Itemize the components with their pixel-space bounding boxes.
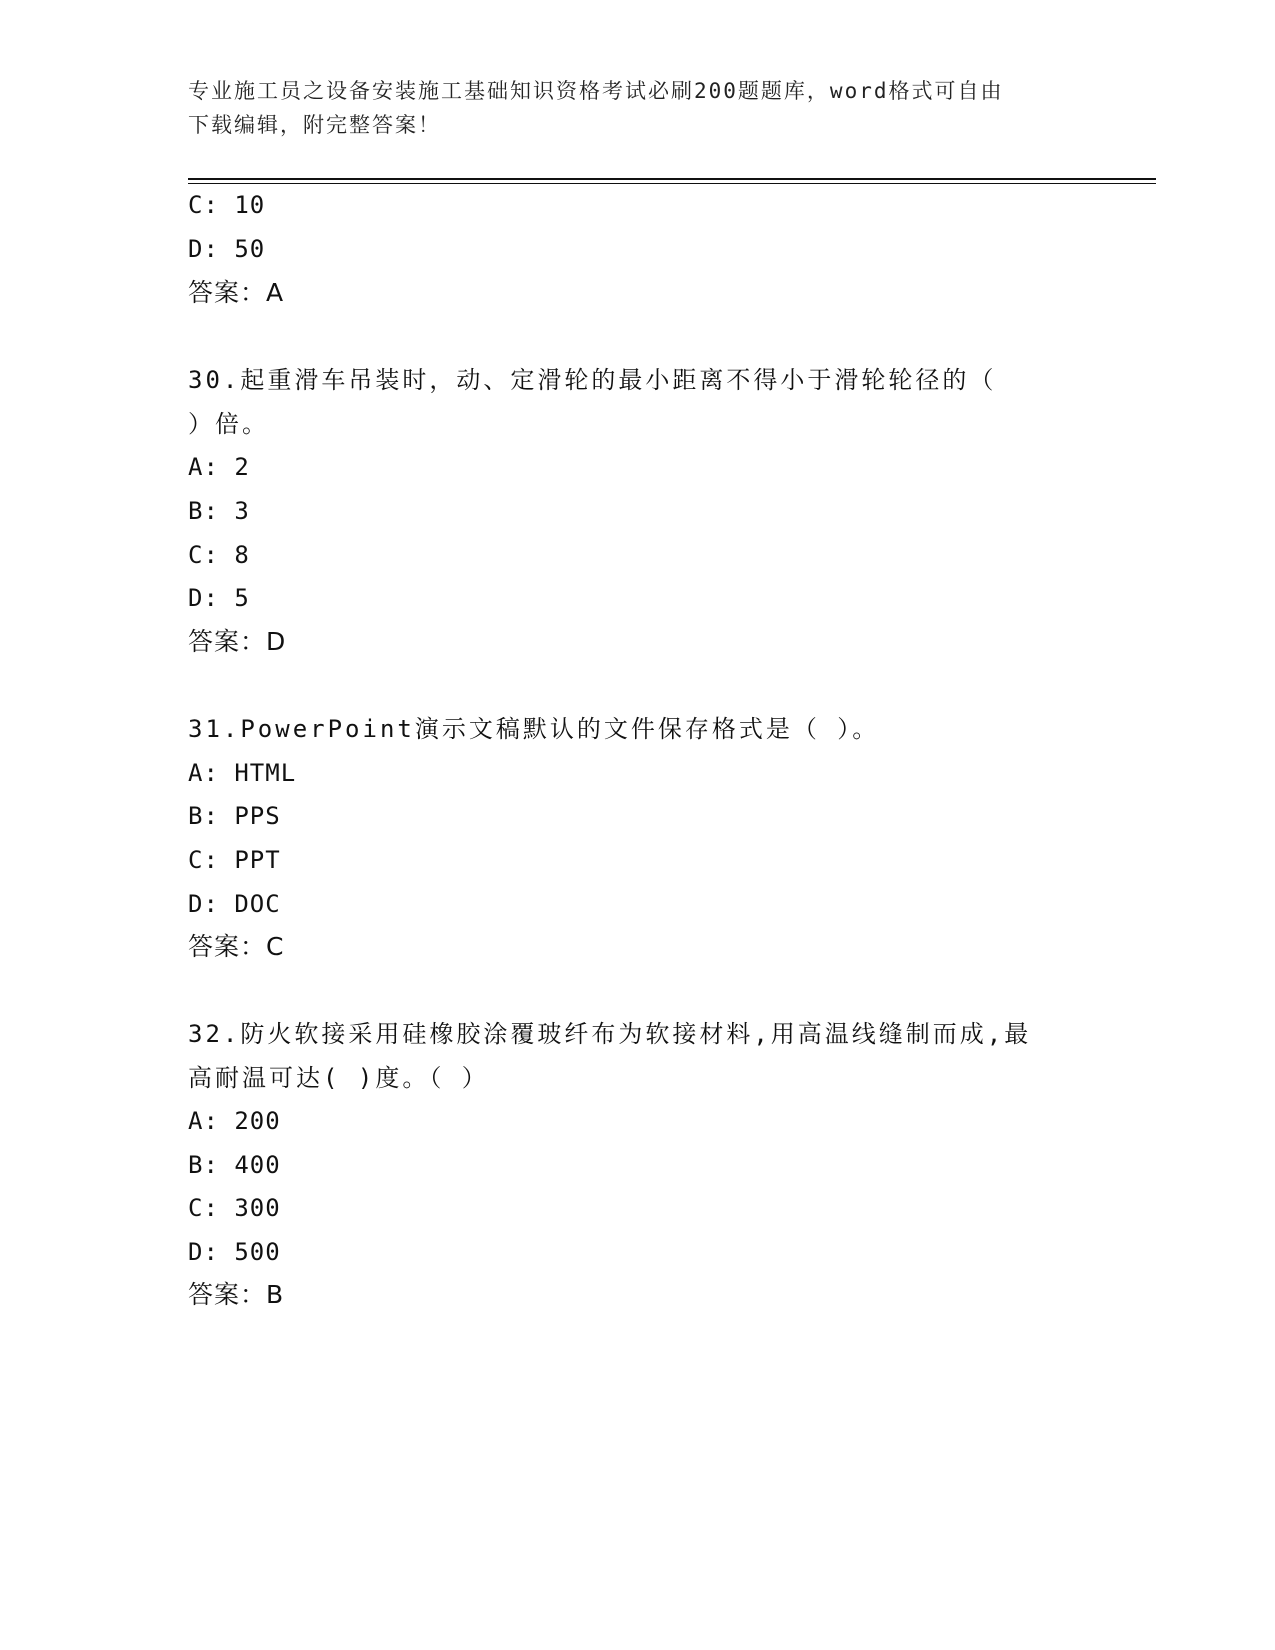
question-31-option-a: A: HTML [188, 759, 297, 787]
question-32-text-line-2: 高耐温可达( )度。（ ） [188, 1064, 489, 1092]
header-title-line-1: 专业施工员之设备安装施工基础知识资格考试必刷200题题库，word格式可自由 [188, 79, 1004, 103]
document-header [188, 74, 1088, 142]
question-31-text: 31.PowerPoint演示文稿默认的文件保存格式是（ ）。 [188, 715, 880, 743]
question-31-option-b: B: PPS [188, 802, 281, 830]
question-32-option-d: D: 500 [188, 1238, 281, 1266]
question-30-option-a: A: 2 [188, 453, 250, 481]
option-d: D: 50 [188, 235, 266, 263]
question-32-option-a: A: 200 [188, 1107, 281, 1135]
answer-line: 答案：A [188, 278, 285, 307]
question-30-text-line-2: ）倍。 [188, 410, 269, 438]
header-rule-thick [188, 178, 1156, 180]
question-30-answer: 答案：D [188, 627, 287, 656]
question-32-option-b: B: 400 [188, 1151, 281, 1179]
question-30-text-line-1: 30.起重滑车吊装时，动、定滑轮的最小距离不得小于滑轮轮径的（ [188, 366, 997, 394]
header-rule-thin [188, 183, 1156, 184]
question-30-option-b: B: 3 [188, 497, 250, 525]
question-32-answer: 答案：B [188, 1280, 285, 1309]
question-31-option-c: C: PPT [188, 846, 281, 874]
question-31-answer: 答案：C [188, 932, 285, 961]
option-c: C: 10 [188, 191, 266, 219]
question-32-option-c: C: 300 [188, 1194, 281, 1222]
question-32-text-line-1: 32.防火软接采用硅橡胶涂覆玻纤布为软接材料,用高温线缝制而成,最 [188, 1020, 1032, 1048]
question-30-option-c: C: 8 [188, 541, 250, 569]
header-title-line-2: 下载编辑，附完整答案！ [188, 113, 441, 137]
question-31-option-d: D: DOC [188, 890, 281, 918]
question-30-option-d: D: 5 [188, 584, 250, 612]
